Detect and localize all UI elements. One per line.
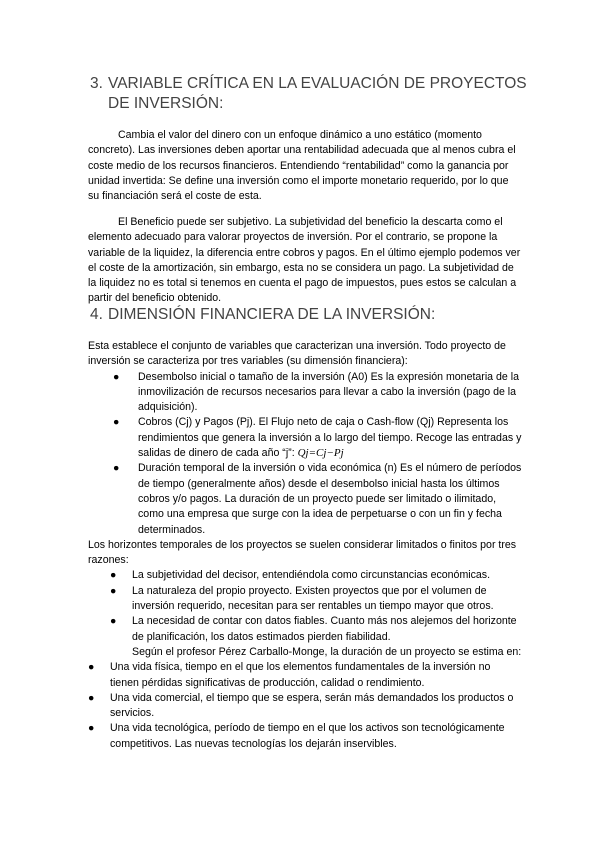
life-text: Una vida física, tiempo en el que los elementos fundamentales de la inversión no tienen pérdidas significativas de producción, calidad o rendimiento. [110, 661, 491, 689]
financial-variables-list [88, 370, 522, 538]
list-item [110, 584, 522, 615]
bullet-icon: ● [113, 416, 120, 429]
list-item [113, 415, 522, 461]
section-4-number: 4. [90, 306, 103, 323]
section-4-body [88, 339, 522, 752]
bullet-icon: ● [110, 615, 117, 628]
bullet-icon: ● [88, 691, 95, 704]
bullet-icon: ● [88, 661, 95, 674]
horizons-intro: Los horizontes temporales de los proyectos se suelen considerar limitados o finitos por tres razones: [88, 538, 517, 567]
list-item [88, 721, 522, 752]
life-text: Una vida comercial, el tiempo que se espera, serán más demandados los productos o servicios. [110, 691, 514, 720]
bullet-icon: ● [113, 370, 120, 383]
variable-text: Desembolso inicial o tamaño de la inversión (A0) Es la expresión monetaria de la inmovilización de recursos necesarios para llevar a cabo la inversión (pago de la adquisición). [138, 370, 519, 414]
cash-flow-formula: Qj=Cj−Pj [297, 447, 344, 460]
section-3-paragraph-2: El Beneficio puede ser subjetivo. La subjetividad del beneficio la descarta como el elemento adecuado para valorar proyectos de inversión. Por el contrario, se propone la variable de la liquidez, la diferencia entre cobros y pagos. En el último ejemplo podemos ver el coste de la amortización, sin embargo, esta no se considera un pago. La subjetividad de la liquidez no es total si tenemos en cuenta el pago de impuestos, pues estos se calculan a partir del beneficio obtenido. [88, 216, 521, 305]
list-item [88, 691, 522, 722]
list-item [110, 568, 522, 583]
list-item [88, 660, 522, 691]
bullet-icon: ● [88, 722, 95, 735]
horizon-reasons-list [88, 568, 522, 644]
section-4-title: DIMENSIÓN FINANCIERA DE LA INVERSIÓN: [108, 306, 436, 323]
section-3-heading [90, 74, 550, 114]
section-3-title-line-2: DE INVERSIÓN: [108, 95, 224, 112]
bullet-icon: ● [113, 462, 120, 475]
bullet-icon: ● [110, 584, 117, 597]
life-text: Una vida tecnológica, período de tiempo en el que los activos son tecnológicamente competitivos. Las nuevas tecnologías los dejarán inservibles. [110, 722, 505, 750]
list-item [113, 461, 522, 537]
section-3-title-line-1: VARIABLE CRÍTICA EN LA EVALUACIÓN DE PROYECTOS [108, 75, 527, 92]
list-item [113, 370, 522, 416]
list-item [110, 614, 522, 645]
carballo-intro: Según el profesor Pérez Carballo-Monge, la duración de un proyecto se estima en: [132, 645, 522, 658]
reason-text: La necesidad de contar con datos fiables. Cuanto más nos alejemos del horizonte de planificación, los datos estimados pierden fiabilidad. [132, 615, 517, 643]
section-4-intro: Esta establece el conjunto de variables que caracterizan una inversión. Todo proyecto de inversión se caracteriza por tres variables (su dimensión financiera): [88, 340, 506, 368]
variable-text: Duración temporal de la inversión o vida económica (n) Es el número de períodos de tiempo (generalmente años) desde el desembolso inicial hasta los últimos cobros y/o pagos. La duración de un proyecto puede ser limitado o ilimitado, como una empresa que surge con la idea de perpetuarse o con un fin y fecha determinados. [138, 462, 522, 536]
variable-text: Cobros (Cj) y Pagos (Pj). El Flujo neto de caja o Cash-flow (Qj) Representa los rendimientos que genera la inversión a lo largo del tiempo. Recoge las entradas y salidas de dinero de cada año “j”: [138, 416, 522, 460]
bullet-icon: ● [110, 569, 117, 582]
reason-text: La subjetividad del decisor, entendiéndola como circunstancias económicas. [132, 569, 491, 582]
section-3-number: 3. [90, 75, 103, 92]
section-4-heading [90, 305, 550, 325]
section-3-paragraph-1: Cambia el valor del dinero con un enfoque dinámico a uno estático (momento concreto). Las inversiones deben aportar una rentabilidad adecuada que al menos cubra el coste medio de los recursos financieros. Entendiendo “rentabilidad” como la ganancia por unidad invertida: Se define una inversión como el importe monetario requerido, por lo que su financiación será el coste de esta. [88, 129, 516, 203]
project-lives-list [88, 660, 522, 752]
reason-text: La naturaleza del propio proyecto. Existen proyectos que por el volumen de inversión requerido, necesitan para ser rentables un tiempo mayor que otros. [132, 584, 494, 613]
